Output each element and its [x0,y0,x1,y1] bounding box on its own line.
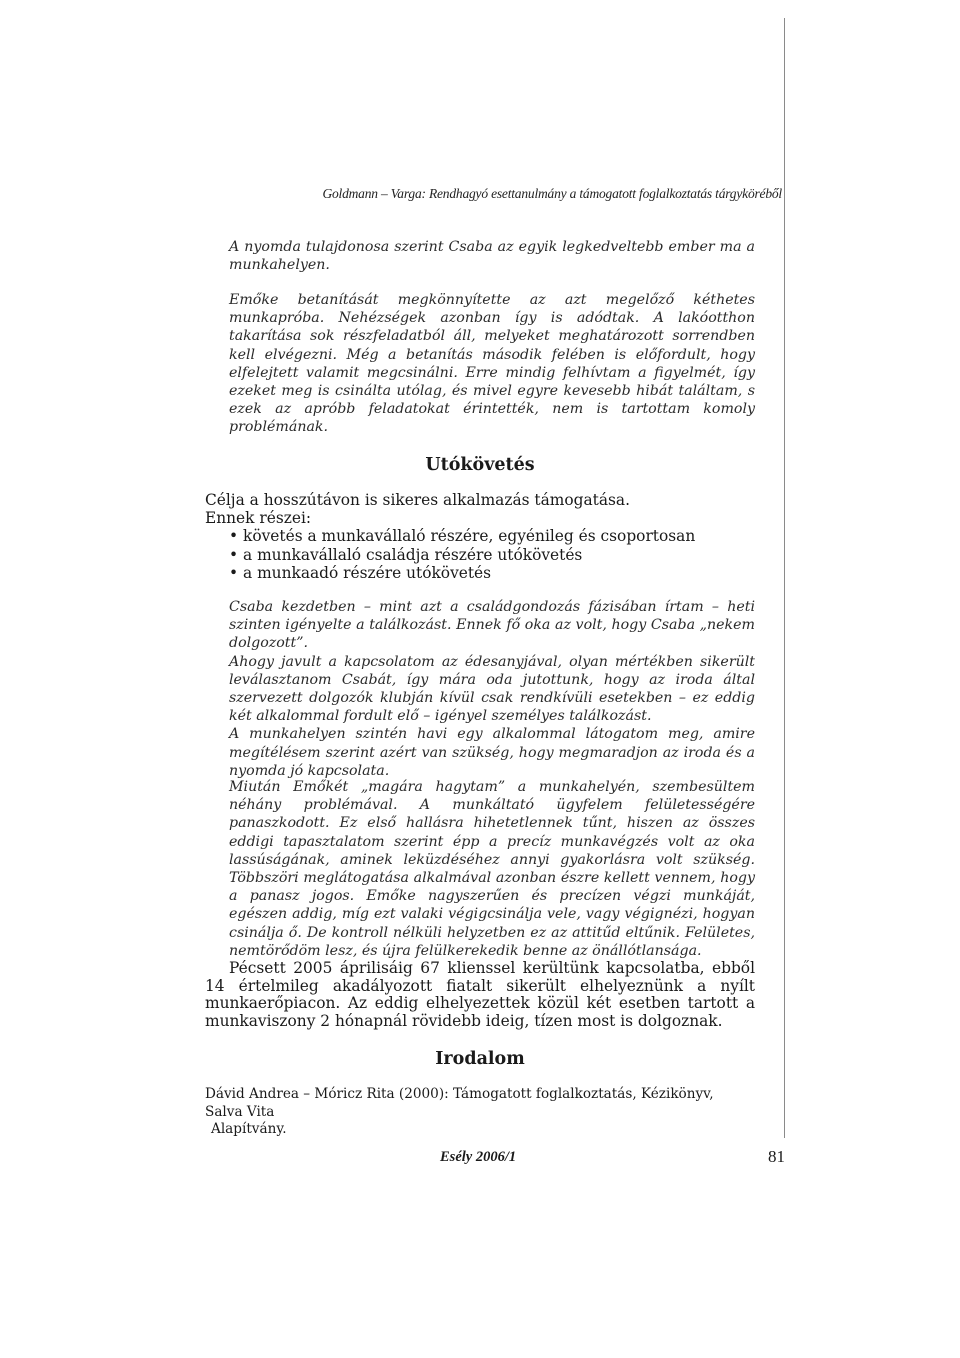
margin-rule [784,18,785,1138]
journal-footer: Esély 2006/1 [440,1149,517,1165]
paragraph: Ennek részei: [205,508,312,527]
results-block [205,960,755,1030]
list-item: • a munkavállaló családja részére utókövetés [229,546,755,565]
paragraph: Csaba kezdetben – mint azt a családgondozás fázisában írtam – heti szinten igényelte a találkozást. Ennek fő oka az volt, hogy Csaba „nekem dolgozott”. [229,599,755,652]
paragraph: Célja a hosszútávon is sikeres alkalmazás támogatása. [205,491,631,509]
page-number: 81 [768,1147,785,1166]
paragraph: Emőke betanítását megkönnyítette az azt megelőző kéthetes munkapróba. Nehézségek azonban így is adódtak. A lakóotthon takarítása sok részfeladatból áll, melyeket meghatározott sorrendben kell elvégezni. Még a betanítás második felében is előfordult, hogy elfelejtett valamit megcsinálni. Erre mindig felhívtam a figyelmét, így ezeket meg is csinálta utólag, és mivel egyre kevesebb hibát találtam, s ezek az apróbb feladatokat érintették, nem is tartottam komoly problémának. [229,292,755,436]
paragraph: Pécsett 2005 áprilisáig 67 klienssel kerültünk kapcsolatba, ebből 14 értelmileg akadályozott fiatalt sikerült elhelyeznünk a nyílt munkaerőpiacon. Az eddig elhelyezettek közül két esetben tartott a munkaviszony 2 hónapnál rövidebb ideig, tízen most is dolgoznak. [205,959,755,1030]
reference-line: Dávid Andrea – Móricz Rita (2000): Támogatott foglalkoztatás, Kézikönyv, Salva Vita [205,1086,714,1120]
list-item: • követés a munkavállaló részére, egyénileg és csoportosan [229,527,755,546]
paragraph: A nyomda tulajdonosa szerint Csaba az egyik legkedveltebb ember ma a munkahelyen. [229,239,755,274]
section-title: Utókövetés [425,455,535,475]
list-item: • a munkaadó részére utókövetés [229,564,755,583]
section-title: Irodalom [435,1049,525,1069]
intro-block [205,238,755,274]
reference-line: Alapítvány. [211,1121,287,1137]
section-utokovetes-body [205,492,755,583]
follow-up-block [205,598,755,780]
paragraph: Ahogy javult a kapcsolatom az édesanyjával, olyan mértékben sikerült leválasztanom Csabát, így mára oda jutottunk, hogy az iroda által szervezett dolgozók klubján kívül csak rendkívüli esetekben – ez eddig két alkalommal fordult elő – igényel személyes találkozást. [229,653,755,725]
section-utokovetes-title-wrap [205,455,755,475]
paragraph: Miután Emőkét „magára hagytam” a munkahelyén, szembesültem néhány problémával. A munkáltató ügyfelem felületességére panaszkodott. Ez első hallásra hihetetlennek tűnt, hiszen az összes eddigi tapasztalatom szerint épp a precíz munkavégzés volt az oka lassúságának, aminek leküzdéséhez annyi gyakorlásra volt szükség. Többszöri meglátogatása alkalmával azonban észre kellett vennem, hogy a panasz jogos. Emőke nagyszerűen és precízen végzi munkáját, egészen addig, míg ezt valaki végigcsinálja vele, vagy végignézi, hogyan csinálja ő. De kontroll nélküli helyzetben ez az attitűd eltűnik. Felületes, nemtörődöm lesz, és újra felülkerekedik benne az önállótlansága. [229,779,755,959]
section-irodalom-title-wrap [205,1049,755,1069]
running-header: Goldmann – Varga: Rendhagyó esettanulmány a támogatott foglalkoztatás tárgyköréből [322,186,782,201]
intro-block-2 [205,291,755,437]
references [205,1086,755,1139]
bullet-list [205,527,755,583]
paragraph: A munkahelyen szintén havi egy alkalommal látogatom meg, amire megítélésem szerint azért van szükség, hogy megmaradjon az iroda és a nyomda jó kapcsolata. [229,726,755,779]
emoke-block [205,778,755,960]
